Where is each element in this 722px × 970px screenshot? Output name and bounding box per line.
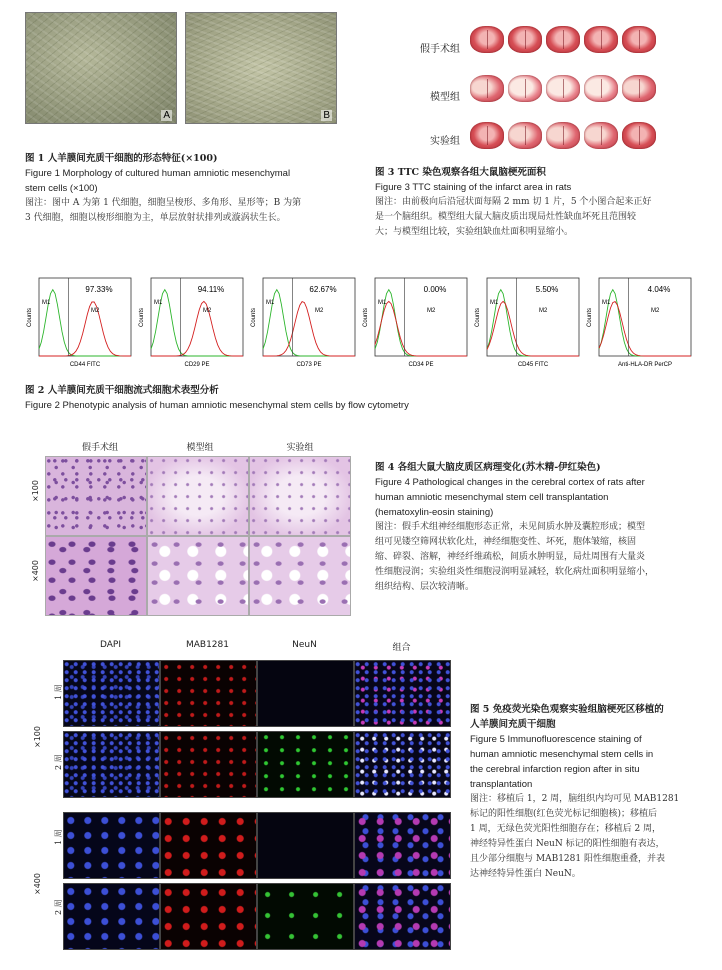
if-dapi-400x-w1 (63, 812, 160, 879)
flow-xlabel: CD73 PE (296, 362, 322, 368)
slice (546, 26, 580, 53)
flow-xlabel: CD44 FITC (69, 362, 101, 368)
figure1-note-1: 图注：图中 A 为第 1 代细胞，细胞呈梭形、多角形、星形等；B 为第 (25, 198, 302, 208)
figure5-week-2: 2 周 (54, 754, 63, 770)
slice (470, 75, 504, 102)
if-mab1281-400x-w1 (160, 812, 257, 879)
figure4-note-3: 缩、碎裂、溶解，神经纤维疏松，间质水肿明显，局灶周围有大量炎 (375, 552, 646, 562)
slice (508, 26, 542, 53)
flow-panel-0 (25, 270, 135, 378)
figure4-row-label-400: ×400 (31, 560, 40, 582)
figure5-title-zh-1: 图 5 免疫荧光染色观察实验组脑梗死区移植的 (470, 704, 664, 715)
figure5-title-en-2: human amniotic mesenchymal stem cells in (470, 749, 654, 760)
figure5-title-zh-2: 人羊膜间充质干细胞 (470, 719, 556, 730)
figure5-title-en-1: Figure 5 Immunofluorescence staining of (470, 734, 642, 745)
if-merge-400x-w1 (354, 812, 451, 879)
flow-ylabel: Counts (587, 307, 593, 327)
gate-label-m1: M1 (378, 300, 387, 306)
flow-percent: 0.00% (423, 285, 447, 294)
figure4-title-en-2: human amniotic mesenchymal stem cell transplantation (375, 492, 609, 503)
if-mab1281-100x-w1 (160, 660, 257, 727)
figure5-note-2: 标记的阳性细胞(红色荧光标记细胞核)；移植后 (470, 809, 658, 819)
figure3-row-label-sham: 假手术组 (420, 44, 460, 55)
gate-label-m2: M2 (203, 308, 212, 314)
figure2-title-zh: 图 2 人羊膜间充质干细胞流式细胞术表型分析 (25, 385, 219, 396)
slice (546, 122, 580, 149)
gate-label-m2: M2 (91, 308, 100, 314)
figure1-caption (25, 151, 370, 226)
figure1-note-2: 3 代细胞，细胞以梭形细胞为主，单层放射状排列或漩涡状生长。 (25, 213, 286, 223)
flow-panel-4 (473, 270, 583, 378)
gate-label-m2: M2 (651, 308, 660, 314)
figure3-caption (375, 165, 700, 240)
figure3-note-1: 图注：由前极向后沿冠状面每隔 2 mm 切 1 片，5 个小图合起来正好 (375, 197, 652, 207)
figure4-title-en-3: (hematoxylin-eosin staining) (375, 507, 494, 518)
figure5-caption (470, 702, 710, 882)
sample-curve (487, 301, 579, 356)
if-dapi-400x-w2 (63, 883, 160, 950)
flow-percent: 5.50% (535, 285, 559, 294)
figure5-week-2b: 2 周 (54, 899, 63, 915)
if-neun-100x-w1 (257, 660, 354, 727)
gate-label-m2: M2 (315, 308, 324, 314)
flow-xlabel: CD34 PE (408, 362, 434, 368)
isotype-curve (375, 290, 467, 356)
if-merge-100x-w2 (354, 731, 451, 798)
figure4-col-label-exp: 实验组 (286, 443, 314, 453)
sample-curve (375, 301, 467, 356)
flow-percent: 94.11% (197, 285, 225, 294)
gate-label-m2: M2 (427, 308, 436, 314)
figure5-week-1b: 1 周 (54, 829, 63, 845)
if-mab1281-100x-w2 (160, 731, 257, 798)
figure5-mag-100: ×100 (33, 726, 42, 748)
he-sham-100x (45, 456, 147, 536)
flow-ylabel: Counts (139, 307, 145, 327)
figure3-note-3: 大；与模型组比较，实验组缺血灶面积明显缩小。 (375, 227, 574, 237)
isotype-curve (151, 290, 243, 356)
he-model-100x (147, 456, 249, 536)
if-neun-400x-w1 (257, 812, 354, 879)
slice (622, 26, 656, 53)
if-merge-100x-w1 (354, 660, 451, 727)
slice (584, 26, 618, 53)
figure3-title-en: Figure 3 TTC staining of the infarct area in rats (375, 182, 572, 193)
figure4-col-label-model: 模型组 (186, 443, 214, 453)
flow-xlabel: Anti-HLA-DR PerCP (617, 362, 673, 368)
if-neun-400x-w2 (257, 883, 354, 950)
figure4-caption (375, 460, 705, 595)
if-dapi-100x-w2 (63, 731, 160, 798)
flow-xlabel: CD29 PE (184, 362, 210, 368)
figure4-note-4: 性细胞浸润；实验组炎性细胞浸润明显减轻，软化病灶面积明显缩小， (375, 567, 655, 577)
sample-curve (263, 302, 355, 356)
slice (622, 75, 656, 102)
figure1-panel-b-image (185, 12, 337, 124)
figure5-note-3: 1 周，无绿色荧光阳性细胞存在；移植后 2 周， (470, 824, 662, 834)
he-model-400x (147, 536, 249, 616)
panel-label-b: B (323, 110, 330, 121)
isotype-curve (487, 290, 579, 356)
figure4-row-label-100: ×100 (31, 480, 40, 502)
slice (622, 122, 656, 149)
gate-label-m1: M1 (602, 300, 611, 306)
flow-panel-2 (249, 270, 359, 378)
slice (584, 75, 618, 102)
if-mab1281-400x-w2 (160, 883, 257, 950)
flow-panel-5 (585, 270, 695, 378)
figure5-note-1: 图注：移植后 1，2 周，脑组织内均可见 MAB1281 (470, 794, 680, 804)
figure4 (25, 440, 365, 620)
sample-curve (599, 302, 691, 356)
flow-xlabel: CD45 FITC (517, 362, 549, 368)
slice (508, 122, 542, 149)
slice (470, 122, 504, 149)
figure2-caption (25, 383, 705, 413)
slice (546, 75, 580, 102)
flow-percent: 4.04% (647, 285, 671, 294)
figure1-title-en-2: stem cells (×100) (25, 183, 98, 194)
flow-ylabel: Counts (475, 307, 481, 327)
flow-ylabel: Counts (363, 307, 369, 327)
panel-label-a: A (163, 110, 170, 121)
flow-percent: 62.67% (309, 285, 337, 294)
gate-label-m1: M1 (266, 300, 275, 306)
slice (508, 75, 542, 102)
figure4-col-label-sham: 假手术组 (81, 443, 118, 453)
if-dapi-100x-w1 (63, 660, 160, 727)
sample-curve (151, 301, 243, 356)
gate-label-m2: M2 (539, 308, 548, 314)
gate-label-m1: M1 (42, 300, 51, 306)
slice (584, 122, 618, 149)
figure1-title-en-1: Figure 1 Morphology of cultured human amniotic mesenchymal (25, 168, 291, 179)
figure4-title-zh: 图 4 各组大鼠大脑皮质区病理变化(苏木精-伊红染色) (375, 462, 601, 473)
figure3-title-zh: 图 3 TTC 染色观察各组大鼠脑梗死面积 (375, 167, 546, 178)
flow-panel-3 (361, 270, 471, 378)
gate-label-m1: M1 (154, 300, 163, 306)
figure2-panels (25, 270, 705, 380)
sample-curve (39, 302, 131, 356)
isotype-curve (599, 290, 691, 356)
figure4-note-2: 组可见镂空筛网状软化灶，神经细胞变性、坏死，胞体皱缩，核固 (375, 537, 637, 547)
figure4-title-en-1: Figure 4 Pathological changes in the cerebral cortex of rats after (375, 477, 645, 488)
figure5-col-label-neun: NeuN (292, 640, 317, 650)
figure3-row-label-exp: 实验组 (430, 136, 460, 147)
if-neun-100x-w2 (257, 731, 354, 798)
if-merge-400x-w2 (354, 883, 451, 950)
figure5-mag-400: ×400 (33, 873, 42, 895)
figure5-note-4: 神经特异性蛋白 NeuN 标记的阳性细胞有表达， (470, 839, 665, 849)
figure5-title-en-3: the cerebral infarction region after in situ (470, 764, 640, 775)
figure5-col-label-merge: 组合 (392, 643, 411, 653)
figure1-title-zh: 图 1 人羊膜间充质干细胞的形态特征(×100) (25, 153, 218, 164)
figure5-col-label-dapi: DAPI (99, 640, 121, 650)
figure3-row-label-model: 模型组 (430, 92, 460, 103)
figure1-panel-a-image (25, 12, 177, 124)
figure2-title-en: Figure 2 Phenotypic analysis of human amniotic mesenchymal stem cells by flow cytometry (25, 400, 409, 411)
figure3 (400, 20, 700, 160)
he-exp-400x (249, 536, 351, 616)
slice (470, 26, 504, 53)
he-sham-400x (45, 536, 147, 616)
figure5-note-6: 达神经特异性蛋白 NeuN。 (470, 869, 581, 879)
figure4-note-1: 图注：假手术组神经细胞形态正常，未见间质水肿及囊腔形成；模型 (375, 522, 646, 532)
figure3-note-2: 是一个脑组织。模型组大鼠大脑皮质出现局灶性缺血坏死且范围较 (375, 212, 637, 222)
figure5-week-1: 1 周 (54, 684, 63, 700)
figure5-col-label-mab1281: MAB1281 (185, 640, 229, 650)
isotype-curve (263, 290, 355, 356)
flow-panel-1 (137, 270, 247, 378)
figure5 (25, 640, 455, 960)
figure5-note-5: 且少部分细胞与 MAB1281 阳性细胞重叠，并表 (470, 854, 665, 864)
figure5-title-en-4: transplantation (470, 779, 533, 790)
flow-percent: 97.33% (85, 285, 113, 294)
flow-ylabel: Counts (251, 307, 257, 327)
figure4-note-5: 组织结构、层次较清晰。 (375, 582, 475, 592)
flow-ylabel: Counts (27, 307, 33, 327)
he-exp-100x (249, 456, 351, 536)
gate-label-m1: M1 (490, 300, 499, 306)
